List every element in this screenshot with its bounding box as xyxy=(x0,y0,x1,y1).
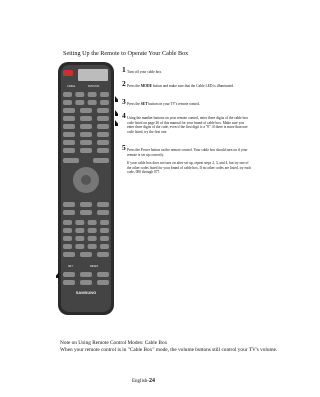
dpad-center xyxy=(81,175,91,185)
remote-button xyxy=(97,140,109,145)
step-number: 1 xyxy=(122,65,126,74)
remote-button xyxy=(100,92,109,97)
remote-button xyxy=(75,220,84,225)
step-number: 3 xyxy=(122,97,126,106)
remote-button xyxy=(75,100,84,105)
mode-display xyxy=(78,69,108,81)
remote-button xyxy=(63,272,75,277)
remote-button xyxy=(97,210,109,215)
remote-button xyxy=(63,124,75,129)
remote-button xyxy=(88,92,97,97)
remote-button xyxy=(75,92,84,97)
remote-button xyxy=(100,220,109,225)
pointer-arrow-icon xyxy=(115,110,118,116)
remote-control-illustration xyxy=(56,62,118,315)
mode-label-cable: CABLE xyxy=(67,85,76,88)
step-text: Using the number buttons on your remote control, enter three digits of the cable box code listed on page 26 of this manual for your brand of cable box. Make sure you enter three digits of the code, even if the first digit is a "0". If there is more than one code listed, try the first one. xyxy=(127,116,249,134)
step-text: Press the MODE button and make sure that the Cable LED is illuminated. xyxy=(127,84,234,88)
remote-button xyxy=(75,244,84,249)
remote-button xyxy=(80,252,92,257)
remote-button xyxy=(75,236,84,241)
note-body: When your remote control is in "Cable Box" mode, the volume buttons still control your TV's volume. xyxy=(60,347,278,353)
remote-button xyxy=(63,140,75,145)
remote-button xyxy=(80,202,92,207)
remote-button xyxy=(80,272,92,277)
remote-button xyxy=(63,100,72,105)
brand-logo: SAMSUNG xyxy=(75,290,97,295)
step-number: 2 xyxy=(122,79,126,88)
step-text: Press the Power button on the remote control. Your cable box should turn on if your remote is set up correctly. If your cable box does not turn on after set up, repeat steps 2, 3, and 4, but try one of the other codes listed for your brand of cable box. If no other codes are listed, try each code, 000 through 077. xyxy=(127,148,252,175)
page-footer xyxy=(132,378,155,384)
remote-button xyxy=(80,280,92,285)
remote-button xyxy=(97,116,109,121)
remote-button xyxy=(88,244,97,249)
remote-button xyxy=(80,148,92,153)
pointer-arrow-icon xyxy=(56,272,59,278)
remote-button xyxy=(80,132,92,137)
remote-button xyxy=(97,124,109,129)
remote-button xyxy=(63,108,75,113)
remote-button xyxy=(97,108,109,113)
remote-button xyxy=(97,280,109,285)
remote-button xyxy=(100,244,109,249)
remote-button xyxy=(63,220,72,225)
power-button-icon xyxy=(63,70,73,76)
remote-button xyxy=(63,210,75,215)
step-number: 4 xyxy=(122,111,126,120)
remote-button xyxy=(63,148,75,153)
remote-button xyxy=(63,228,72,233)
remote-button xyxy=(97,132,109,137)
remote-button xyxy=(100,100,109,105)
remote-button xyxy=(100,236,109,241)
remote-button xyxy=(63,92,72,97)
remote-button xyxy=(63,252,75,257)
remote-button xyxy=(97,202,109,207)
reset-label: RESET xyxy=(90,265,99,268)
step-text: Press the SET button on your TV's remote control. xyxy=(127,102,201,106)
set-label: SET xyxy=(68,265,73,268)
remote-button xyxy=(80,116,92,121)
remote-button xyxy=(63,244,72,249)
remote-button xyxy=(63,202,75,207)
remote-button xyxy=(88,228,97,233)
remote-button xyxy=(63,158,79,163)
remote-button xyxy=(63,116,75,121)
step-text: Turn off your cable box. xyxy=(127,70,163,74)
remote-button xyxy=(63,132,75,137)
remote-button xyxy=(88,236,97,241)
remote-button xyxy=(63,280,75,285)
step-number: 5 xyxy=(122,143,126,152)
remote-button xyxy=(80,124,92,129)
pointer-arrow-icon xyxy=(115,96,118,102)
remote-button xyxy=(80,210,92,215)
remote-button xyxy=(88,220,97,225)
remote-button xyxy=(88,100,97,105)
page-number: 24 xyxy=(148,378,155,384)
mode-label-dvd: DVD/VCR xyxy=(88,85,100,88)
pointer-arrow-icon xyxy=(115,120,118,126)
section-title: Setting Up the Remote to Operate Your Cable Box xyxy=(63,50,189,57)
remote-button xyxy=(63,236,72,241)
remote-button xyxy=(75,228,84,233)
remote-button xyxy=(80,108,92,113)
remote-button xyxy=(97,148,109,153)
remote-button xyxy=(97,252,109,257)
remote-button xyxy=(80,140,92,145)
footer-language: English- xyxy=(132,379,149,384)
remote-button xyxy=(97,272,109,277)
remote-button xyxy=(100,228,109,233)
note-title: Note on Using Remote Control Modes: Cable Box xyxy=(60,340,168,346)
remote-button xyxy=(93,158,109,163)
